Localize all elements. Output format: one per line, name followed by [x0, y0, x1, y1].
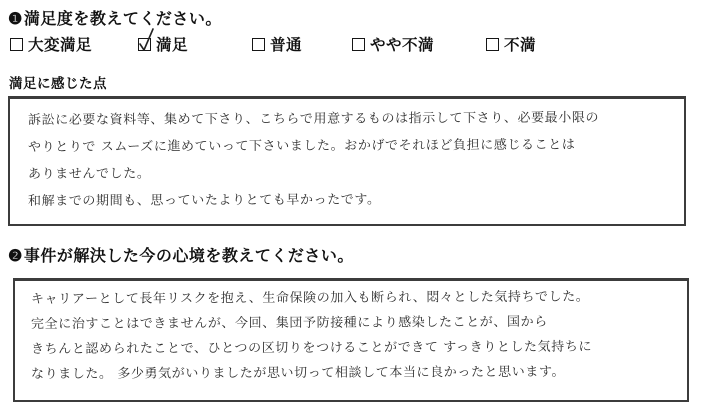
checkbox-label: 普通: [270, 35, 303, 54]
checkbox-option-somewhat-dissatisfied[interactable]: [352, 33, 434, 55]
checkbox-icon[interactable]: [10, 38, 23, 51]
handwritten-line: やりとりで スムーズに進めていって下さいました。おかげでそれほど負担に感じることは: [27, 137, 576, 155]
checkbox-label: 不満: [504, 35, 537, 54]
question2-number-icon: ❷: [8, 246, 23, 265]
handwritten-line: 和解までの期間も、思っていたよりとても早かったです。: [27, 192, 381, 209]
q1-answer-heading: 満足に感じた点: [9, 76, 107, 92]
checkbox-option-very-satisfied[interactable]: [10, 33, 92, 55]
handwritten-line: 訴訟に必要な資料等、集めて下さり、こちらで用意するものは指示して下さり、必要最小限の: [27, 110, 600, 128]
q1-answer-box: [8, 96, 686, 226]
checkbox-icon[interactable]: [486, 38, 499, 51]
handwritten-line: キャリアーとして長年リスクを抱え、生命保険の加入も断られ、悶々とした気持ちでした。: [30, 289, 590, 307]
question2-title: [8, 243, 354, 266]
checkbox-option-dissatisfied[interactable]: [486, 33, 536, 55]
question1-title-text: 満足度を教えてください。: [23, 9, 222, 28]
checkbox-option-satisfied[interactable]: [138, 33, 188, 55]
checkbox-option-neutral[interactable]: [252, 33, 302, 55]
q2-answer-box: [13, 278, 689, 402]
handwritten-line: きちんと認められたことで、ひとつの区切りをつけることができて すっきりとした気持ちに: [30, 339, 593, 357]
checkbox-icon[interactable]: [252, 38, 265, 51]
handwritten-line: なりました。 多少勇気がいりましたが思い切って相談して本当に良かったと思います。: [30, 364, 566, 382]
checkbox-icon[interactable]: [138, 38, 151, 51]
handwritten-checkmark-icon: [136, 26, 158, 54]
question2-title-text: 事件が解決した今の心境を教えてください。: [23, 246, 354, 265]
question1-title: [8, 6, 222, 29]
checkbox-label: 大変満足: [28, 35, 93, 54]
checkbox-label: 満足: [156, 35, 189, 54]
question1-number-icon: ❶: [8, 9, 23, 28]
handwritten-line: ありませんでした。: [27, 166, 151, 182]
checkbox-icon[interactable]: [352, 38, 365, 51]
checkbox-label: やや不満: [370, 35, 435, 54]
satisfaction-options-row: [0, 33, 712, 59]
handwritten-line: 完全に治すことはできませんが、今回、集団予防接種により感染したことが、国から: [30, 314, 548, 332]
